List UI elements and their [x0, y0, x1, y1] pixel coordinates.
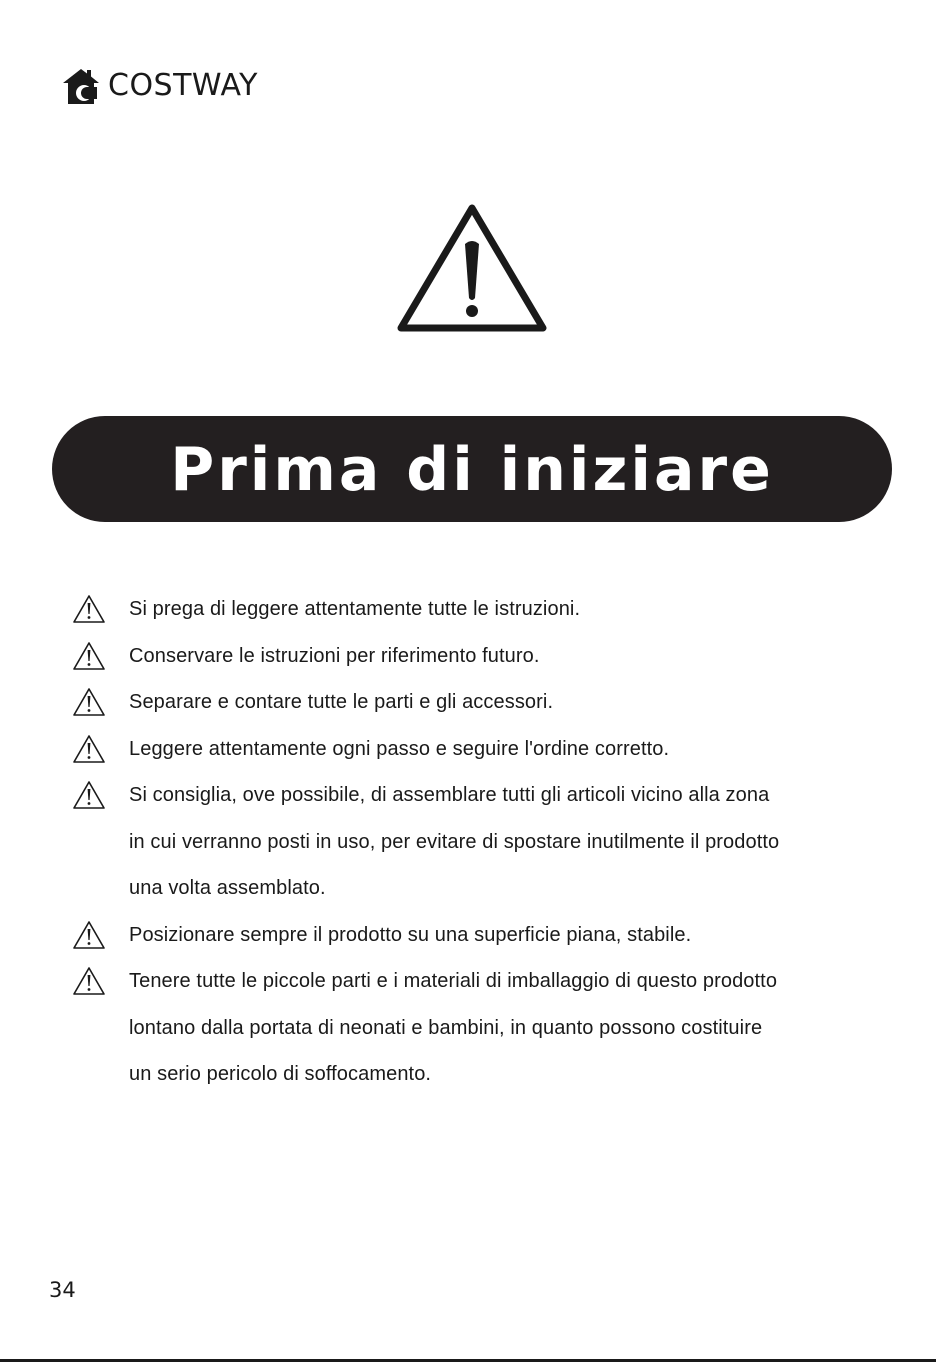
- instruction-list: [72, 586, 892, 1098]
- brand-logo: [60, 64, 258, 108]
- page-title: Prima di iniziare: [170, 435, 774, 505]
- instruction-item: [72, 633, 892, 680]
- warning-triangle-icon: [395, 202, 549, 334]
- instruction-line: lontano dalla portata di neonati e bambini, in quanto possono costituire: [129, 1016, 763, 1039]
- warning-triangle-icon: [72, 633, 108, 679]
- instruction-line: una volta assemblato.: [129, 877, 326, 899]
- instruction-line: Separare e contare tutte le parti e gli accessori.: [129, 691, 554, 713]
- warning-triangle-icon: [72, 912, 108, 958]
- instruction-line: Si prega di leggere attentamente tutte le istruzioni.: [129, 598, 581, 620]
- warning-triangle-icon: [72, 679, 108, 725]
- warning-triangle-icon: [72, 586, 108, 632]
- instruction-item: [72, 586, 892, 633]
- instruction-item: [72, 958, 892, 1098]
- instruction-item: [72, 679, 892, 726]
- instruction-item: [72, 772, 892, 912]
- instruction-item: [72, 912, 892, 959]
- brand-name: COSTWAY: [108, 68, 258, 103]
- instruction-line: Posizionare sempre il prodotto su una superficie piana, stabile.: [129, 923, 692, 946]
- page-number: 34: [49, 1278, 76, 1302]
- instruction-item: [72, 726, 892, 773]
- instruction-line: un serio pericolo di soffocamento.: [129, 1063, 432, 1085]
- instruction-line: Tenere tutte le piccole parti e i materiali di imballaggio di questo prodotto: [129, 970, 778, 992]
- instruction-line: Conservare le istruzioni per riferimento futuro.: [129, 644, 540, 667]
- warning-triangle-icon: [72, 958, 108, 1004]
- instruction-line: Si consiglia, ove possibile, di assemblare tutti gli articoli vicino alla zona: [129, 784, 770, 806]
- warning-triangle-icon: [72, 772, 108, 818]
- house-c-logo-icon: [60, 66, 106, 106]
- instruction-line: in cui verranno posti in uso, per evitare di spostare inutilmente il prodotto: [129, 830, 780, 853]
- instruction-line: Leggere attentamente ogni passo e seguire l'ordine corretto.: [129, 737, 670, 760]
- section-banner: [52, 416, 892, 522]
- warning-triangle-icon: [72, 726, 108, 772]
